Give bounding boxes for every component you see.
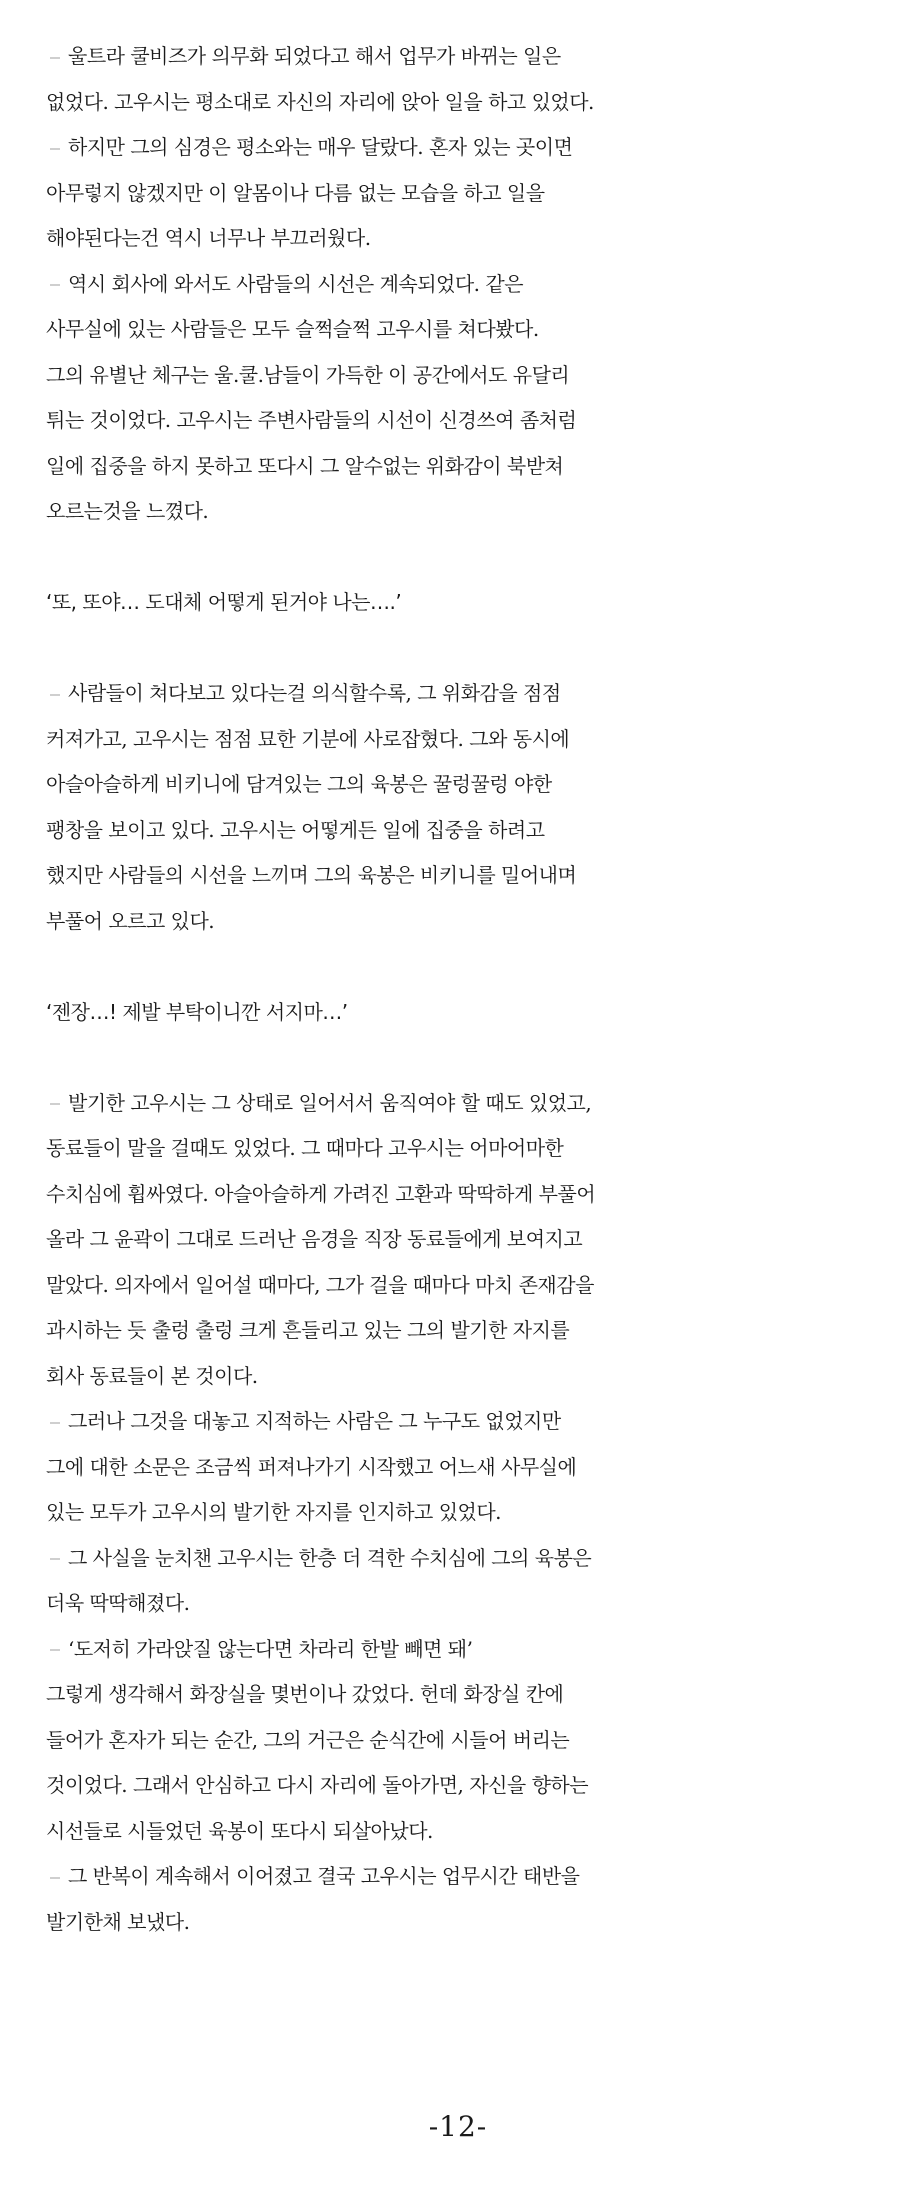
line-text: 했지만 사람들의 시선을 느끼며 그의 육봉은 비키니를 밀어내며 <box>46 863 577 887</box>
blank-line <box>46 535 906 581</box>
indent-mark <box>50 1558 60 1560</box>
line-text: 말았다. 의자에서 일어설 때마다, 그가 걸을 때마다 마치 존재감을 <box>46 1272 594 1297</box>
text-line <box>46 489 906 535</box>
text-line <box>46 1627 906 1673</box>
line-text: 아무렇지 않겠지만 이 알몸이나 다름 없는 모습을 하고 일을 <box>46 180 545 205</box>
line-text: 것이었다. 그래서 안심하고 다시 자리에 돌아가면, 자신을 향하는 <box>46 1773 589 1797</box>
text-line <box>46 808 906 854</box>
text-line <box>46 398 906 444</box>
text-line <box>46 216 906 262</box>
line-text: 그 사실을 눈치챈 고우시는 한층 더 격한 수치심에 그의 육봉은 <box>68 1545 592 1570</box>
quote-line <box>46 990 906 1036</box>
line-text: 팽창을 보이고 있다. 고우시는 어떻게든 일에 집중을 하려고 <box>46 817 545 842</box>
line-text: 없었다. 고우시는 평소대로 자신의 자리에 앉아 일을 하고 있었다. <box>46 89 594 114</box>
line-text: 동료들이 말을 걸때도 있었다. 그 때마다 고우시는 어마어마한 <box>46 1136 564 1160</box>
indent-mark <box>50 1103 60 1105</box>
text-line <box>46 444 906 490</box>
text-line <box>46 1081 906 1127</box>
line-text: ‘도저히 가라앉질 않는다면 차라리 한발 빼면 돼’ <box>68 1636 473 1661</box>
indent-mark <box>50 148 60 150</box>
indent-mark <box>50 1877 60 1879</box>
line-text: 사람들이 쳐다보고 있다는걸 의식할수록, 그 위화감을 점점 <box>68 681 561 705</box>
indent-mark <box>50 1422 60 1424</box>
text-line <box>46 262 906 308</box>
line-text: 발기한채 보냈다. <box>46 1909 190 1934</box>
text-line <box>46 1126 906 1172</box>
text-line <box>46 717 906 763</box>
text-line <box>46 1490 906 1536</box>
line-text: 그의 유별난 체구는 울.쿨.남들이 가득한 이 공간에서도 유달리 <box>46 362 570 387</box>
text-line <box>46 1263 906 1309</box>
line-text: 있는 모두가 고우시의 발기한 자지를 인지하고 있었다. <box>46 1500 502 1524</box>
text-line <box>46 1672 906 1718</box>
text-line <box>46 1536 906 1582</box>
line-text: 그에 대한 소문은 조금씩 퍼져나가기 시작했고 어느새 사무실에 <box>46 1454 577 1479</box>
text-line <box>46 1445 906 1491</box>
text-line <box>46 1763 906 1809</box>
text-line <box>46 1354 906 1400</box>
text-line <box>46 1900 906 1946</box>
body-text <box>46 34 906 1945</box>
text-line <box>46 307 906 353</box>
line-text: 해야된다는건 역시 너무나 부끄러웠다. <box>46 226 371 250</box>
text-line <box>46 1399 906 1445</box>
page-number: -12- <box>428 2110 488 2143</box>
line-text: 더욱 딱딱해졌다. <box>46 1591 190 1615</box>
text-line <box>46 762 906 808</box>
line-text: 과시하는 듯 출렁 출렁 크게 흔들리고 있는 그의 발기한 자지를 <box>46 1318 570 1342</box>
blank-line <box>46 1035 906 1081</box>
line-text: 그러나 그것을 대놓고 지적하는 사람은 그 누구도 없었지만 <box>68 1409 561 1433</box>
line-text: 하지만 그의 심경은 평소와는 매우 달랐다. 혼자 있는 곳이면 <box>68 135 573 159</box>
line-text: 들어가 혼자가 되는 순간, 그의 거근은 순식간에 시들어 버리는 <box>46 1727 570 1752</box>
line-text: 수치심에 휩싸였다. 아슬아슬하게 가려진 고환과 딱딱하게 부풀어 <box>46 1181 596 1206</box>
quote-line <box>46 580 906 626</box>
text-line <box>46 1718 906 1764</box>
text-line <box>46 1172 906 1218</box>
text-line <box>46 1581 906 1627</box>
text-line <box>46 671 906 717</box>
text-line <box>46 853 906 899</box>
text-line <box>46 34 906 80</box>
indent-mark <box>50 694 60 696</box>
line-text: 그렇게 생각해서 화장실을 몇번이나 갔었다. 헌데 화장실 칸에 <box>46 1682 564 1706</box>
indent-mark <box>50 284 60 286</box>
text-line <box>46 1809 906 1855</box>
line-text: 시선들로 시들었던 육봉이 또다시 되살아났다. <box>46 1818 433 1843</box>
line-text: 커져가고, 고우시는 점점 묘한 기분에 사로잡혔다. 그와 동시에 <box>46 726 570 751</box>
line-text: 회사 동료들이 본 것이다. <box>46 1363 258 1388</box>
line-text: ‘또, 또야… 도대체 어떻게 된거야 나는….’ <box>46 590 402 614</box>
text-line <box>46 1308 906 1354</box>
line-text: 튀는 것이었다. 고우시는 주변사람들의 시선이 신경쓰여 좀처럼 <box>46 408 577 432</box>
line-text: 사무실에 있는 사람들은 모두 슬쩍슬쩍 고우시를 쳐다봤다. <box>46 317 539 341</box>
line-text: 일에 집중을 하지 못하고 또다시 그 알수없는 위화감이 북받쳐 <box>46 453 564 478</box>
line-text: 아슬아슬하게 비키니에 담겨있는 그의 육봉은 꿀렁꿀렁 야한 <box>46 772 552 796</box>
text-line <box>46 899 906 945</box>
line-text: 울트라 쿨비즈가 의무화 되었다고 해서 업무가 바뀌는 일은 <box>68 44 561 68</box>
text-line <box>46 80 906 126</box>
line-text: 역시 회사에 와서도 사람들의 시선은 계속되었다. 같은 <box>68 271 524 296</box>
line-text: ‘젠장…! 제발 부탁이니깐 서지마…’ <box>46 999 348 1024</box>
blank-line <box>46 626 906 672</box>
line-text: 그 반복이 계속해서 이어졌고 결국 고우시는 업무시간 태반을 <box>68 1864 580 1888</box>
blank-line <box>46 944 906 990</box>
text-line <box>46 1854 906 1900</box>
line-text: 오르는것을 느꼈다. <box>46 499 209 523</box>
indent-mark <box>50 1649 60 1651</box>
text-line <box>46 171 906 217</box>
text-line <box>46 353 906 399</box>
line-text: 발기한 고우시는 그 상태로 일어서서 움직여야 할 때도 있었고, <box>68 1090 592 1115</box>
line-text: 올라 그 윤곽이 그대로 드러난 음경을 직장 동료들에게 보여지고 <box>46 1227 583 1251</box>
indent-mark <box>50 57 60 59</box>
text-line <box>46 1217 906 1263</box>
text-line <box>46 125 906 171</box>
line-text: 부풀어 오르고 있다. <box>46 908 215 933</box>
